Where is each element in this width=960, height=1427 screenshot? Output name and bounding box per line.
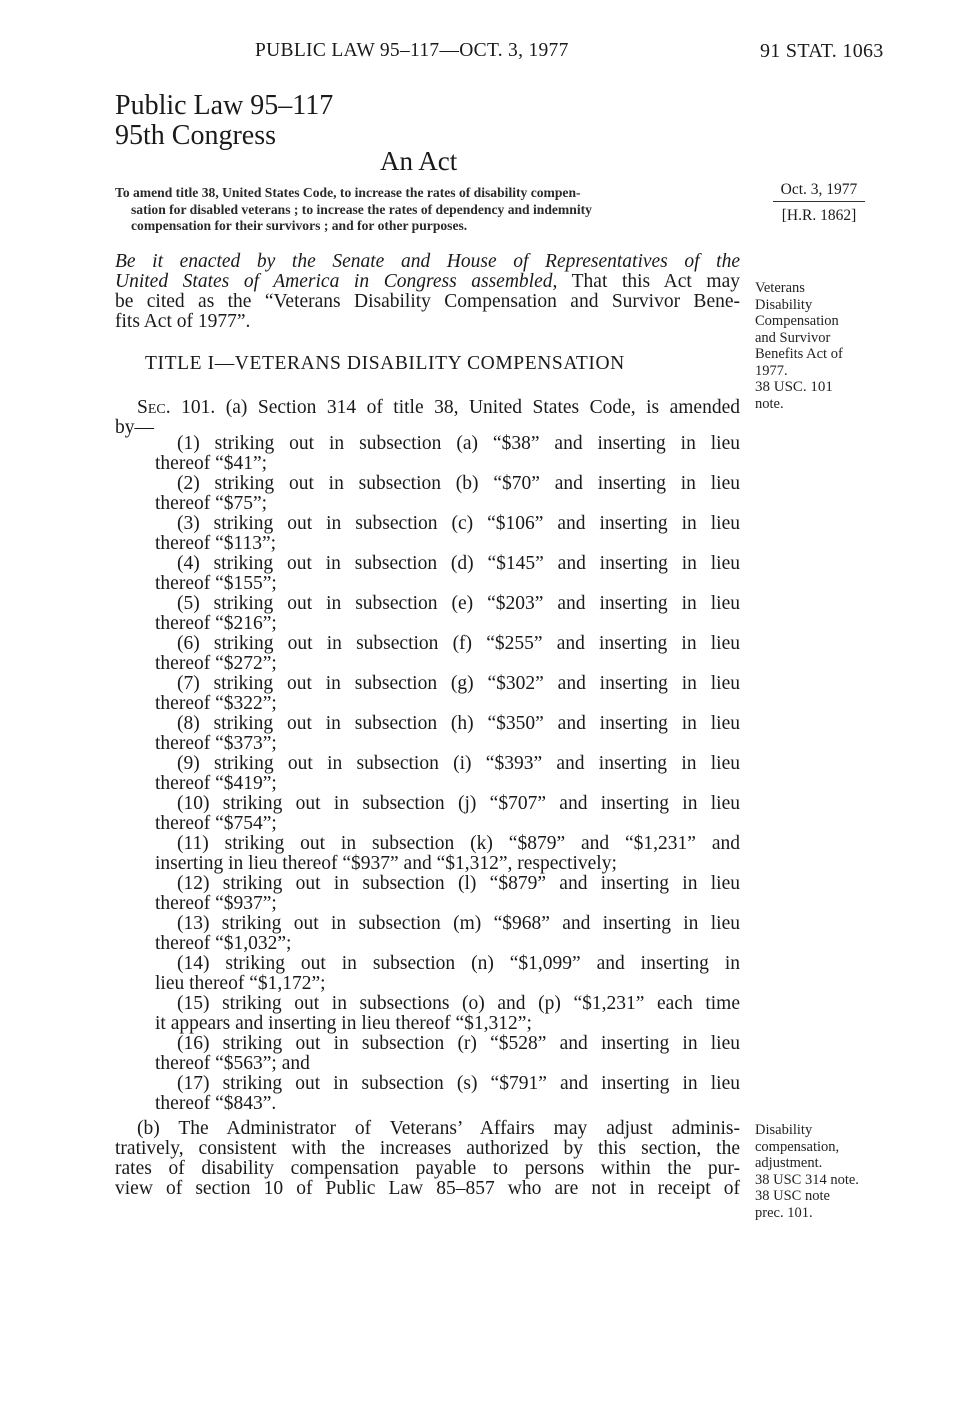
statute-reference: 91 STAT. 1063 bbox=[760, 40, 884, 62]
item-line: thereof “$113”; bbox=[155, 533, 277, 554]
subsection-b-line: rates of disability compensation payable to persons within the pur- bbox=[115, 1158, 740, 1179]
margin-note-short-title bbox=[755, 280, 843, 412]
amendment-item bbox=[155, 554, 740, 594]
amendment-item bbox=[155, 594, 740, 634]
margin-note-citation: 38 USC note bbox=[755, 1188, 830, 1204]
item-line: (3) striking out in subsection (c) “$106” and inserting in lieu bbox=[177, 513, 740, 534]
amendment-item bbox=[155, 914, 740, 954]
amendment-item bbox=[155, 634, 740, 674]
amendment-item bbox=[155, 874, 740, 914]
subsection-b-line: (b) The Administrator of Veterans’ Affairs may adjust adminis- bbox=[137, 1118, 740, 1139]
enactment-date: Oct. 3, 1977 bbox=[773, 179, 865, 202]
section-intro-line: by— bbox=[115, 417, 154, 438]
item-line: thereof “$563”; and bbox=[155, 1053, 310, 1074]
act-purpose bbox=[115, 185, 740, 235]
margin-note-line: compensation, bbox=[755, 1138, 840, 1155]
amendment-item bbox=[155, 474, 740, 514]
item-line: thereof “$1,032”; bbox=[155, 933, 292, 954]
amendment-item bbox=[155, 834, 740, 874]
item-line: (8) striking out in subsection (h) “$350” and inserting in lieu bbox=[177, 713, 740, 734]
congress-label: 95th Congress bbox=[115, 120, 276, 151]
margin-note-line: 1977. bbox=[755, 362, 788, 379]
item-line: (7) striking out in subsection (g) “$302” and inserting in lieu bbox=[177, 673, 740, 694]
subsection-b-line: tratively, consistent with the increases authorized by this section, the bbox=[115, 1138, 740, 1159]
subsection-b-line: view of section 10 of Public Law 85–857 who are not in receipt of bbox=[115, 1178, 740, 1199]
margin-note-adjustment bbox=[755, 1122, 859, 1221]
item-line: thereof “$373”; bbox=[155, 733, 277, 754]
item-line: (13) striking out in subsection (m) “$968” and inserting in lieu bbox=[177, 913, 740, 934]
amendment-list bbox=[155, 434, 740, 1114]
margin-note-citation: 38 USC. 101 bbox=[755, 379, 833, 395]
amendment-item bbox=[155, 954, 740, 994]
margin-note-line: Compensation bbox=[755, 313, 839, 329]
item-line: thereof “$155”; bbox=[155, 573, 277, 594]
running-head: PUBLIC LAW 95–117—OCT. 3, 1977 bbox=[255, 40, 569, 61]
item-line: (10) striking out in subsection (j) “$707” and inserting in lieu bbox=[177, 793, 740, 814]
enacting-clause bbox=[115, 252, 740, 332]
amendment-item bbox=[155, 794, 740, 834]
enacting-line: be cited as the “Veterans Disability Compensation and Survivor Bene- bbox=[115, 291, 740, 312]
title-heading: TITLE I—VETERANS DISABILITY COMPENSATION bbox=[145, 353, 625, 374]
item-line: thereof “$216”; bbox=[155, 613, 277, 634]
item-line: (6) striking out in subsection (f) “$255” and inserting in lieu bbox=[177, 633, 740, 654]
margin-note-citation: note. bbox=[755, 395, 784, 412]
margin-note-line: Benefits Act of bbox=[755, 346, 843, 362]
item-line: thereof “$937”; bbox=[155, 893, 277, 914]
enacting-line bbox=[115, 272, 740, 292]
item-line: lieu thereof “$1,172”; bbox=[155, 973, 326, 994]
amendment-item bbox=[155, 1074, 740, 1114]
enacting-line bbox=[115, 252, 740, 272]
item-line: (12) striking out in subsection (l) “$879” and inserting in lieu bbox=[177, 873, 740, 894]
enacting-roman: That this Act may bbox=[557, 271, 740, 292]
margin-note-line: Veterans bbox=[755, 280, 805, 296]
item-line: (11) striking out in subsection (k) “$879” and “$1,231” and bbox=[177, 833, 740, 854]
act-title: An Act bbox=[380, 146, 458, 176]
item-line: (16) striking out in subsection (r) “$528” and inserting in lieu bbox=[177, 1033, 740, 1054]
margin-note-line: and Survivor bbox=[755, 329, 831, 346]
item-line: thereof “$272”; bbox=[155, 653, 277, 674]
item-line: thereof “$419”; bbox=[155, 773, 277, 794]
amendment-item bbox=[155, 674, 740, 714]
amendment-item bbox=[155, 1034, 740, 1074]
purpose-line: sation for disabled veterans ; to increase the rates of dependency and indemnity bbox=[131, 201, 592, 217]
subsection-b bbox=[115, 1119, 740, 1199]
margin-note-line: Disability bbox=[755, 296, 813, 313]
amendment-item bbox=[155, 994, 740, 1034]
margin-note-line: adjustment. bbox=[755, 1155, 823, 1171]
amendment-item bbox=[155, 514, 740, 554]
enacting-italic: Be it enacted by the Senate and House of Representatives of the bbox=[115, 251, 740, 272]
enacting-italic: United States of America in Congress assembled, bbox=[115, 271, 558, 292]
section-intro-text: (a) Section 314 of title 38, United States Code, is amended bbox=[215, 397, 740, 418]
bill-number: [H.R. 1862] bbox=[781, 207, 857, 224]
item-line: (17) striking out in subsection (s) “$791” and inserting in lieu bbox=[177, 1073, 740, 1094]
item-line: thereof “$75”; bbox=[155, 493, 268, 514]
amendment-item bbox=[155, 754, 740, 794]
item-line: (5) striking out in subsection (e) “$203” and inserting in lieu bbox=[177, 593, 740, 614]
item-line: thereof “$754”; bbox=[155, 813, 277, 834]
item-line: thereof “$843”. bbox=[155, 1093, 277, 1114]
item-line: thereof “$41”; bbox=[155, 453, 268, 474]
section-label: Sec. 101. bbox=[137, 397, 216, 418]
item-line: it appears and inserting in lieu thereof “$1,312”; bbox=[155, 1013, 532, 1034]
item-line: (9) striking out in subsection (i) “$393” and inserting in lieu bbox=[177, 753, 740, 774]
item-line: thereof “$322”; bbox=[155, 693, 277, 714]
purpose-line: To amend title 38, United States Code, to increase the rates of disability compen- bbox=[115, 185, 581, 200]
margin-note-citation: prec. 101. bbox=[755, 1204, 813, 1221]
margin-note-citation: 38 USC 314 note. bbox=[755, 1171, 859, 1188]
item-line: (2) striking out in subsection (b) “$70” and inserting in lieu bbox=[177, 473, 740, 494]
item-line: (4) striking out in subsection (d) “$145” and inserting in lieu bbox=[177, 553, 740, 574]
public-law-number: Public Law 95–117 bbox=[115, 90, 334, 121]
purpose-line: compensation for their survivors ; and for other purposes. bbox=[131, 218, 468, 233]
margin-note-line: Disability bbox=[755, 1122, 813, 1138]
item-line: (1) striking out in subsection (a) “$38” and inserting in lieu bbox=[177, 433, 740, 454]
enactment-date-box bbox=[773, 179, 865, 226]
amendment-item bbox=[155, 714, 740, 754]
amendment-item bbox=[155, 434, 740, 474]
item-line: inserting in lieu thereof “$937” and “$1,312”, respectively; bbox=[155, 853, 617, 874]
item-line: (14) striking out in subsection (n) “$1,099” and inserting in bbox=[177, 953, 740, 974]
item-line: (15) striking out in subsections (o) and (p) “$1,231” each time bbox=[177, 993, 740, 1014]
section-intro bbox=[115, 398, 740, 438]
enacting-line: fits Act of 1977”. bbox=[115, 311, 251, 332]
section-intro-line bbox=[115, 398, 740, 418]
